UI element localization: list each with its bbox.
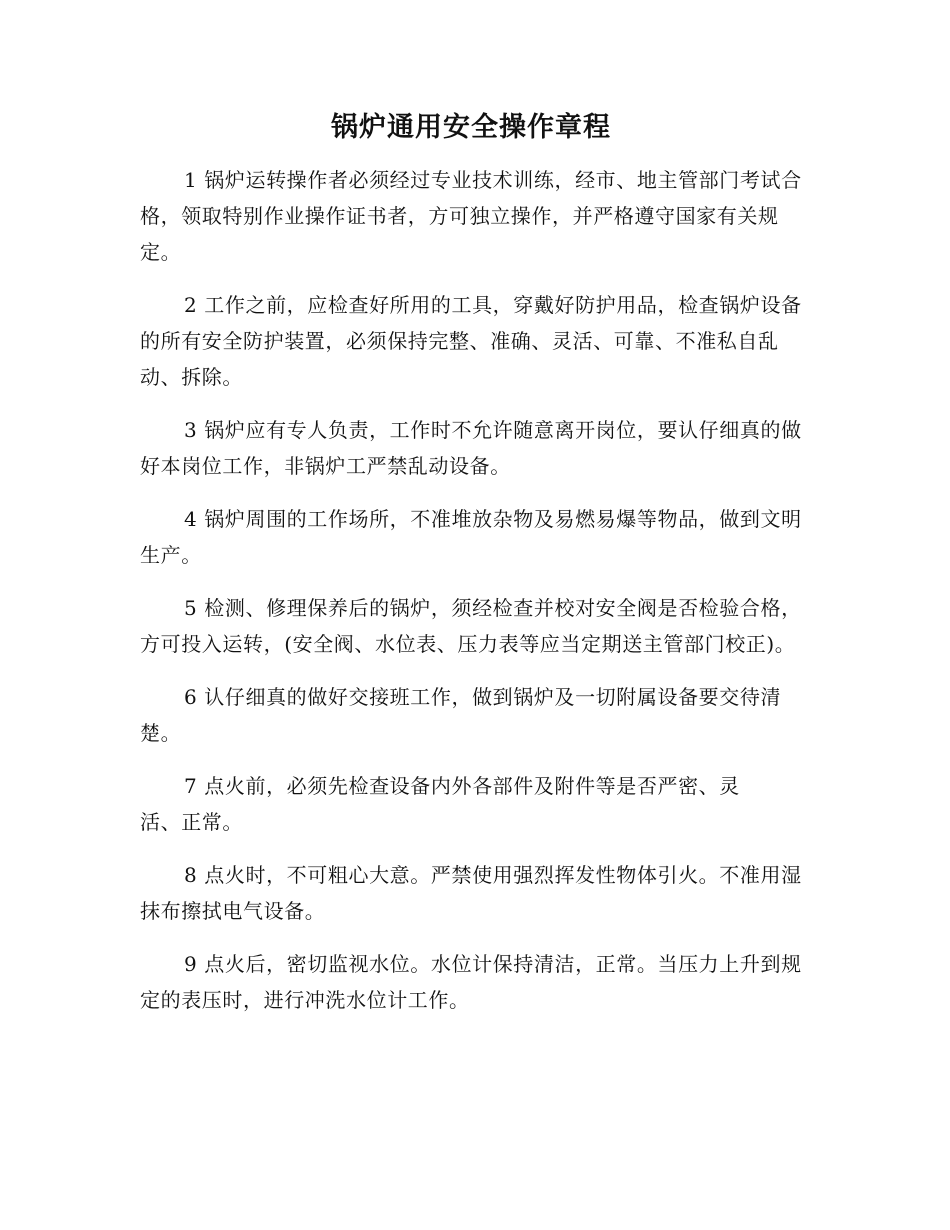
paragraph-3: 3 锅炉应有专人负责，工作时不允许随意离开岗位，要认仔细真的做好本岗位工作，非锅炉工严禁乱动设备。 <box>140 418 802 478</box>
paragraph-6: 6 认仔细真的做好交接班工作，做到锅炉及一切附属设备要交待清楚。 <box>140 685 782 745</box>
paragraph-5: 5 检测、修理保养后的锅炉，须经检查并校对安全阀是否检验合格，方可投入运转，(安全阀、水位表、压力表等应当定期送主管部门校正)。 <box>140 596 802 656</box>
paragraph-2: 2 工作之前，应检查好所用的工具，穿戴好防护用品，检查锅炉设备的所有安全防护装置，必须保持完整、准确、灵活、可靠、不准私自乱动、拆除。 <box>140 293 802 389</box>
paragraph-9: 9 点火后，密切监视水位。水位计保持清洁，正常。当压力上升到规定的表压时，进行冲洗水位计工作。 <box>140 952 802 1012</box>
paragraph-1: 1 锅炉运转操作者必须经过专业技术训练，经市、地主管部门考试合格，领取特别作业操作证书者，方可独立操作，并严格遵守国家有关规定。 <box>140 168 802 264</box>
paragraph-4: 4 锅炉周围的工作场所，不准堆放杂物及易燃易爆等物品，做到文明生产。 <box>140 507 802 567</box>
paragraph-8: 8 点火时，不可粗心大意。严禁使用强烈挥发性物体引火。不准用湿抹布擦拭电气设备。 <box>140 863 802 923</box>
paragraph-7: 7 点火前，必须先检查设备内外各部件及附件等是否严密、灵 活、正常。 <box>140 774 740 834</box>
document-title: 锅炉通用安全操作章程 <box>331 112 611 143</box>
